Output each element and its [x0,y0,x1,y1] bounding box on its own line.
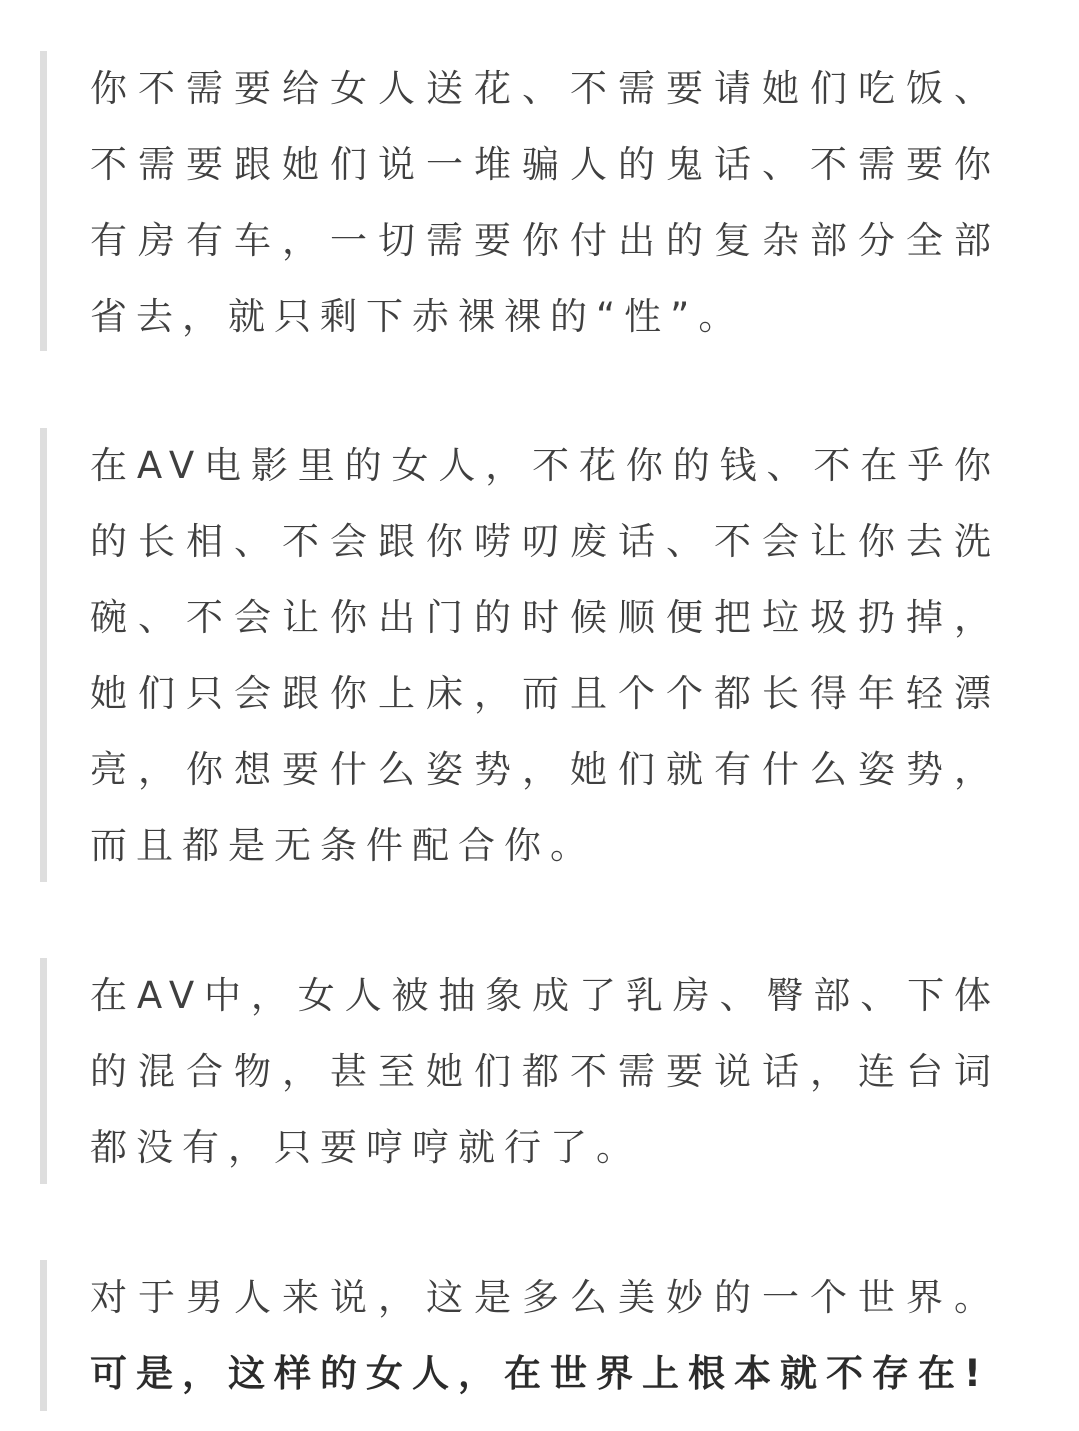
paragraph-4 [90,1260,1000,1412]
paragraph-1: 你不需要给女人送花、不需要请她们吃饭、不需要跟她们说一堆骗人的鬼话、不需要你有房有车，一切需要你付出的复杂部分全部省去，就只剩下赤裸裸的“性”。 [90,67,1000,338]
quote-block-2 [40,428,1000,882]
quote-block-3 [40,958,1000,1184]
paragraph-3: 在AV中，女人被抽象成了乳房、臀部、下体的混合物，甚至她们都不需要说话，连台词都没有，只要哼哼就行了。 [90,974,1000,1169]
quote-block-1 [40,51,1000,351]
paragraph-4-bold-text: 可是，这样的女人，在世界上根本就不存在! [90,1352,990,1395]
quote-block-4 [40,1260,1000,1411]
paragraph-2: 在AV电影里的女人，不花你的钱、不在乎你的长相、不会跟你唠叨废话、不会让你去洗碗、不会让你出门的时候顺便把垃圾扔掉，她们只会跟你上床，而且个个都长得年轻漂亮，你想要什么姿势，她们就有什么姿势，而且都是无条件配合你。 [90,444,1000,867]
paragraph-4-text: 对于男人来说，这是多么美妙的一个世界。 [90,1276,1000,1319]
